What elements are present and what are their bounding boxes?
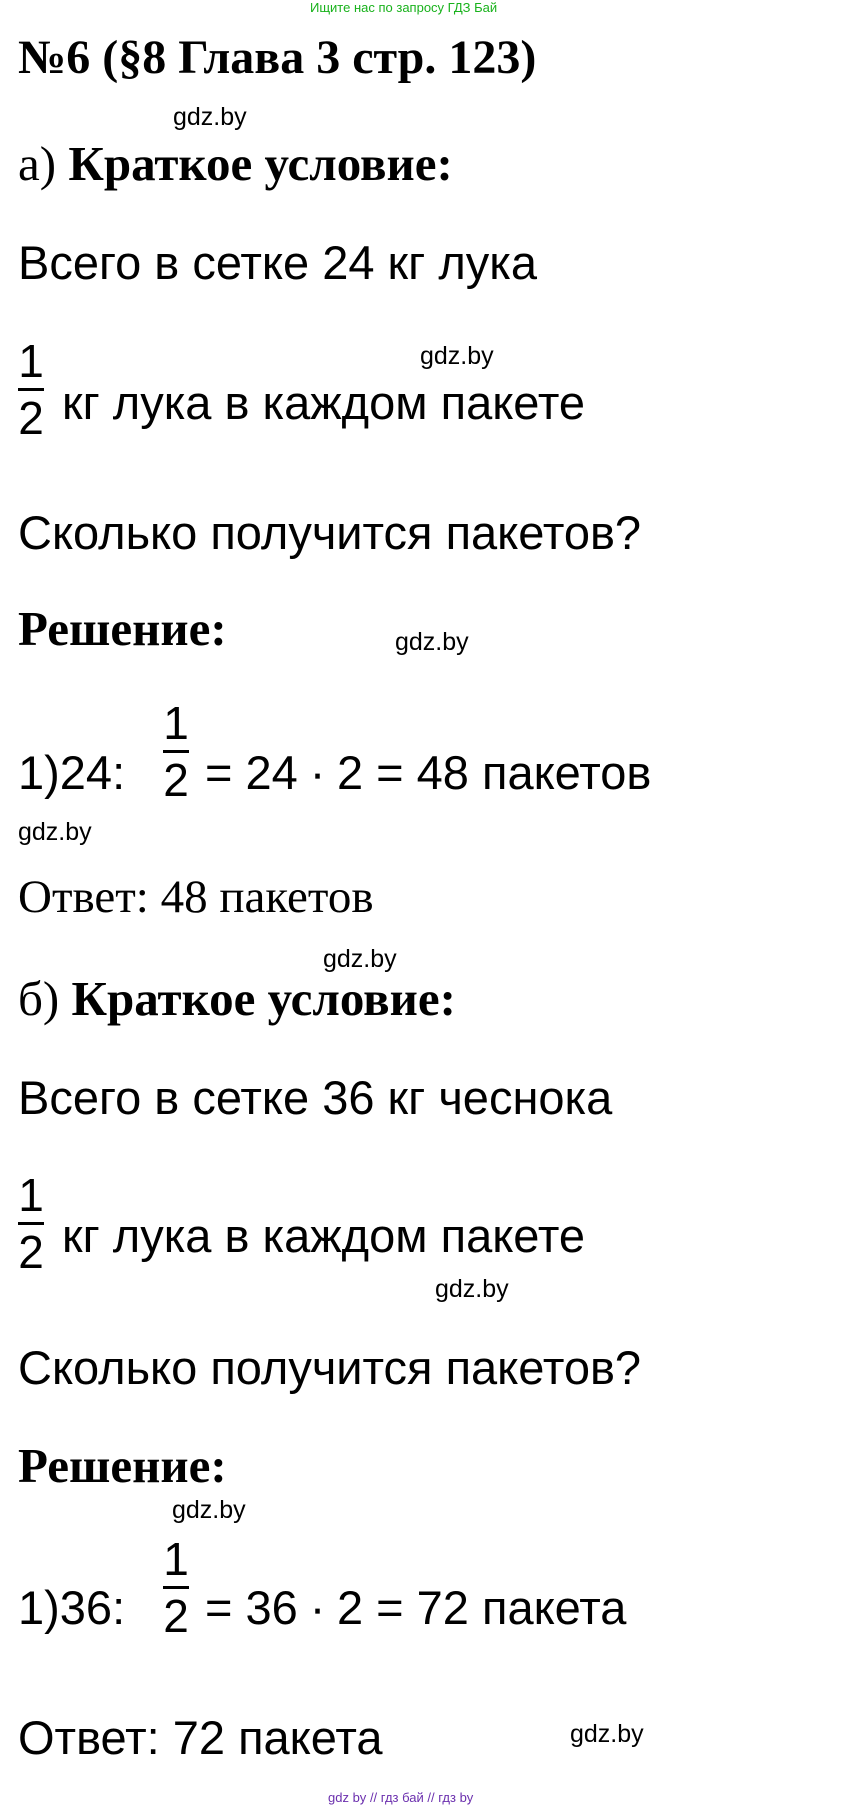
part-a-answer: Ответ: 48 пакетов	[18, 871, 374, 923]
footer-separator: //	[427, 1790, 435, 1805]
fraction-denominator: 2	[163, 754, 189, 806]
watermark: gdz.by	[395, 628, 469, 656]
footer-separator: //	[369, 1790, 378, 1805]
fraction-denominator: 2	[18, 392, 44, 444]
fraction-bar	[163, 750, 189, 753]
fraction-denominator: 2	[18, 1226, 44, 1278]
watermark: gdz.by	[173, 103, 247, 131]
footer-links	[328, 1790, 473, 1805]
part-a-solution-heading: Решение:	[18, 601, 227, 656]
part-b-question: Сколько получится пакетов?	[18, 1341, 642, 1394]
part-b-condition-line1: Всего в сетке 36 кг чеснока	[18, 1071, 613, 1124]
footer-link-gdz-by[interactable]: gdz by	[328, 1790, 367, 1805]
part-a-question: Сколько получится пакетов?	[18, 506, 642, 559]
part-b-calc-fraction	[163, 1533, 189, 1642]
part-b-fraction	[18, 1169, 44, 1278]
watermark: gdz.by	[323, 945, 397, 973]
part-a-calc-fraction	[163, 697, 189, 806]
fraction-numerator: 1	[18, 1169, 44, 1221]
part-b-condition-line2: кг лука в каждом пакете	[62, 1209, 586, 1262]
part-a-condition-line2: кг лука в каждом пакете	[62, 376, 586, 429]
part-b-heading	[18, 970, 456, 1027]
watermark: gdz.by	[570, 1720, 644, 1748]
fraction-denominator: 2	[163, 1590, 189, 1642]
fraction-numerator: 1	[18, 335, 44, 387]
footer-link-gdz-bai[interactable]: гдз бай	[380, 1790, 424, 1805]
watermark: gdz.by	[420, 342, 494, 370]
part-a-heading-text: Краткое условие:	[68, 136, 453, 191]
part-a-calc-result: = 24 ∙ 2 = 48 пакетов	[205, 746, 652, 799]
part-a-fraction	[18, 335, 44, 444]
fraction-numerator: 1	[163, 697, 189, 749]
part-a-heading	[18, 135, 453, 192]
fraction-bar	[163, 1586, 189, 1589]
part-b-answer: Ответ: 72 пакета	[18, 1711, 383, 1764]
watermark: gdz.by	[172, 1496, 246, 1524]
part-b-heading-text: Краткое условие:	[71, 971, 456, 1026]
part-a-label: а)	[18, 136, 57, 191]
fraction-bar	[18, 388, 44, 391]
footer-link-gdz-by-2[interactable]: гдз by	[438, 1790, 474, 1805]
watermark: gdz.by	[435, 1275, 509, 1303]
part-a-calc-prefix: 1)24:	[18, 746, 126, 799]
fraction-bar	[18, 1222, 44, 1225]
fraction-numerator: 1	[163, 1533, 189, 1585]
part-b-calc-prefix: 1)36:	[18, 1581, 126, 1634]
part-b-solution-heading: Решение:	[18, 1438, 227, 1493]
part-b-calc-result: = 36 ∙ 2 = 72 пакета	[205, 1581, 627, 1634]
part-a-condition-line1: Всего в сетке 24 кг лука	[18, 236, 537, 289]
part-b-label: б)	[18, 971, 60, 1026]
watermark: gdz.by	[18, 818, 92, 846]
page-title: №6 (§8 Глава 3 стр. 123)	[18, 31, 537, 84]
search-hint-link[interactable]: Ищите нас по запросу ГДЗ Бай	[310, 0, 498, 15]
